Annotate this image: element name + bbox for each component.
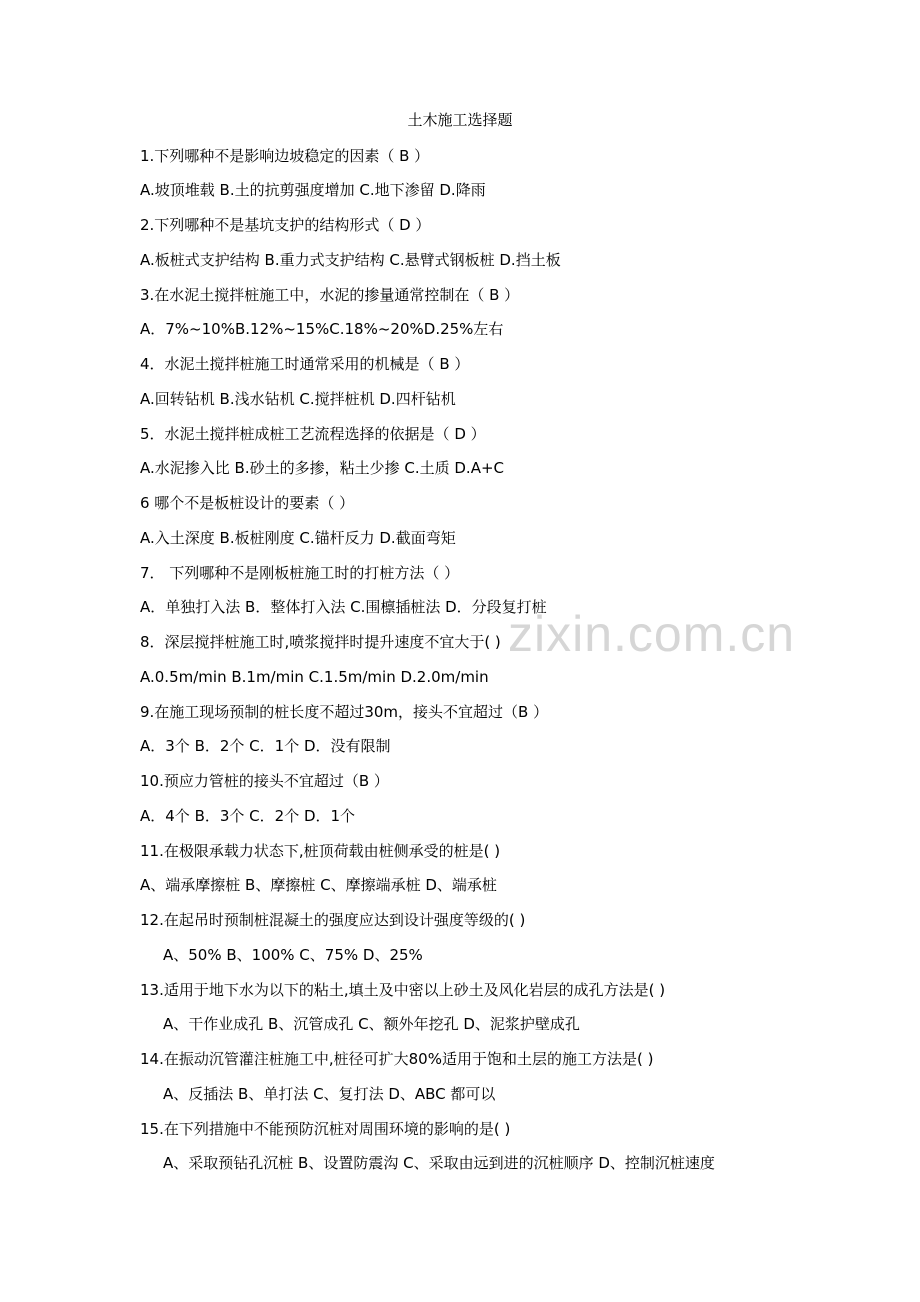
options-12: A、50% B、100% C、75% D、25%: [163, 946, 423, 964]
options-8: A.0.5m/min B.1m/min C.1.5m/min D.2.0m/min: [140, 668, 489, 686]
options-10: A．4个 B．3个 C．2个 D．1个: [140, 807, 356, 825]
options-11: A、端承摩擦桩 B、摩擦桩 C、摩擦端承桩 D、端承桩: [140, 876, 497, 894]
question-13: 13.适用于地下水为以下的粘土,填土及中密以上砂土及风化岩层的成孔方法是( ): [140, 981, 666, 999]
question-5: 5．水泥土搅拌桩成桩工艺流程选择的依据是（ D ）: [140, 425, 486, 443]
question-7: 7． 下列哪种不是刚板桩施工时的打桩方法（ ）: [140, 564, 460, 582]
document-title: 土木施工选择题: [407, 111, 513, 129]
question-2: 2.下列哪种不是基坑支护的结构形式（ D ）: [140, 216, 431, 234]
options-13: A、干作业成孔 B、沉管成孔 C、额外年挖孔 D、泥浆护壁成孔: [163, 1015, 580, 1033]
question-9: 9.在施工现场预制的桩长度不超过30m，接头不宜超过（B ）: [140, 703, 549, 721]
options-9: A．3个 B．2个 C．1个 D．没有限制: [140, 737, 391, 755]
question-10: 10.预应力管桩的接头不宜超过（B ）: [140, 772, 389, 790]
question-1: 1.下列哪种不是影响边坡稳定的因素（ B ）: [140, 147, 430, 165]
options-5: A.水泥掺入比 B.砂土的多掺，粘土少掺 C.土质 D.A+C: [140, 459, 504, 477]
options-2: A.板桩式支护结构 B.重力式支护结构 C.悬臂式钢板桩 D.挡土板: [140, 251, 561, 269]
question-15: 15.在下列措施中不能预防沉桩对周围环境的影响的是( ): [140, 1120, 511, 1138]
question-12: 12.在起吊时预制桩混凝土的强度应达到设计强度等级的( ): [140, 911, 526, 929]
watermark: zixin.com.cn: [508, 606, 796, 662]
options-3: A．7%~10%B.12%~15%C.18%~20%D.25%左右: [140, 320, 504, 338]
question-6: 6 哪个不是板桩设计的要素（ ）: [140, 494, 355, 512]
question-3: 3.在水泥土搅拌桩施工中，水泥的掺量通常控制在（ B ）: [140, 286, 520, 304]
question-4: 4．水泥土搅拌桩施工时通常采用的机械是（ B ）: [140, 355, 470, 373]
question-14: 14.在振动沉管灌注桩施工中,桩径可扩大80%适用于饱和土层的施工方法是( ): [140, 1050, 654, 1068]
options-6: A.入土深度 B.板桩刚度 C.锚杆反力 D.截面弯矩: [140, 529, 456, 547]
options-15: A、采取预钻孔沉桩 B、设置防震沟 C、采取由远到进的沉桩顺序 D、控制沉桩速度: [163, 1154, 715, 1172]
options-7: A．单独打入法 B．整体打入法 C.围檩插桩法 D．分段复打桩: [140, 598, 547, 616]
options-1: A.坡顶堆载 B.土的抗剪强度增加 C.地下渗留 D.降雨: [140, 181, 486, 199]
options-14: A、反插法 B、单打法 C、复打法 D、ABC 都可以: [163, 1085, 496, 1103]
question-11: 11.在极限承载力状态下,桩顶荷载由桩侧承受的桩是( ): [140, 842, 501, 860]
options-4: A.回转钻机 B.浅水钻机 C.搅拌桩机 D.四杆钻机: [140, 390, 456, 408]
question-8: 8．深层搅拌桩施工时,喷浆搅拌时提升速度不宜大于( ): [140, 633, 501, 651]
